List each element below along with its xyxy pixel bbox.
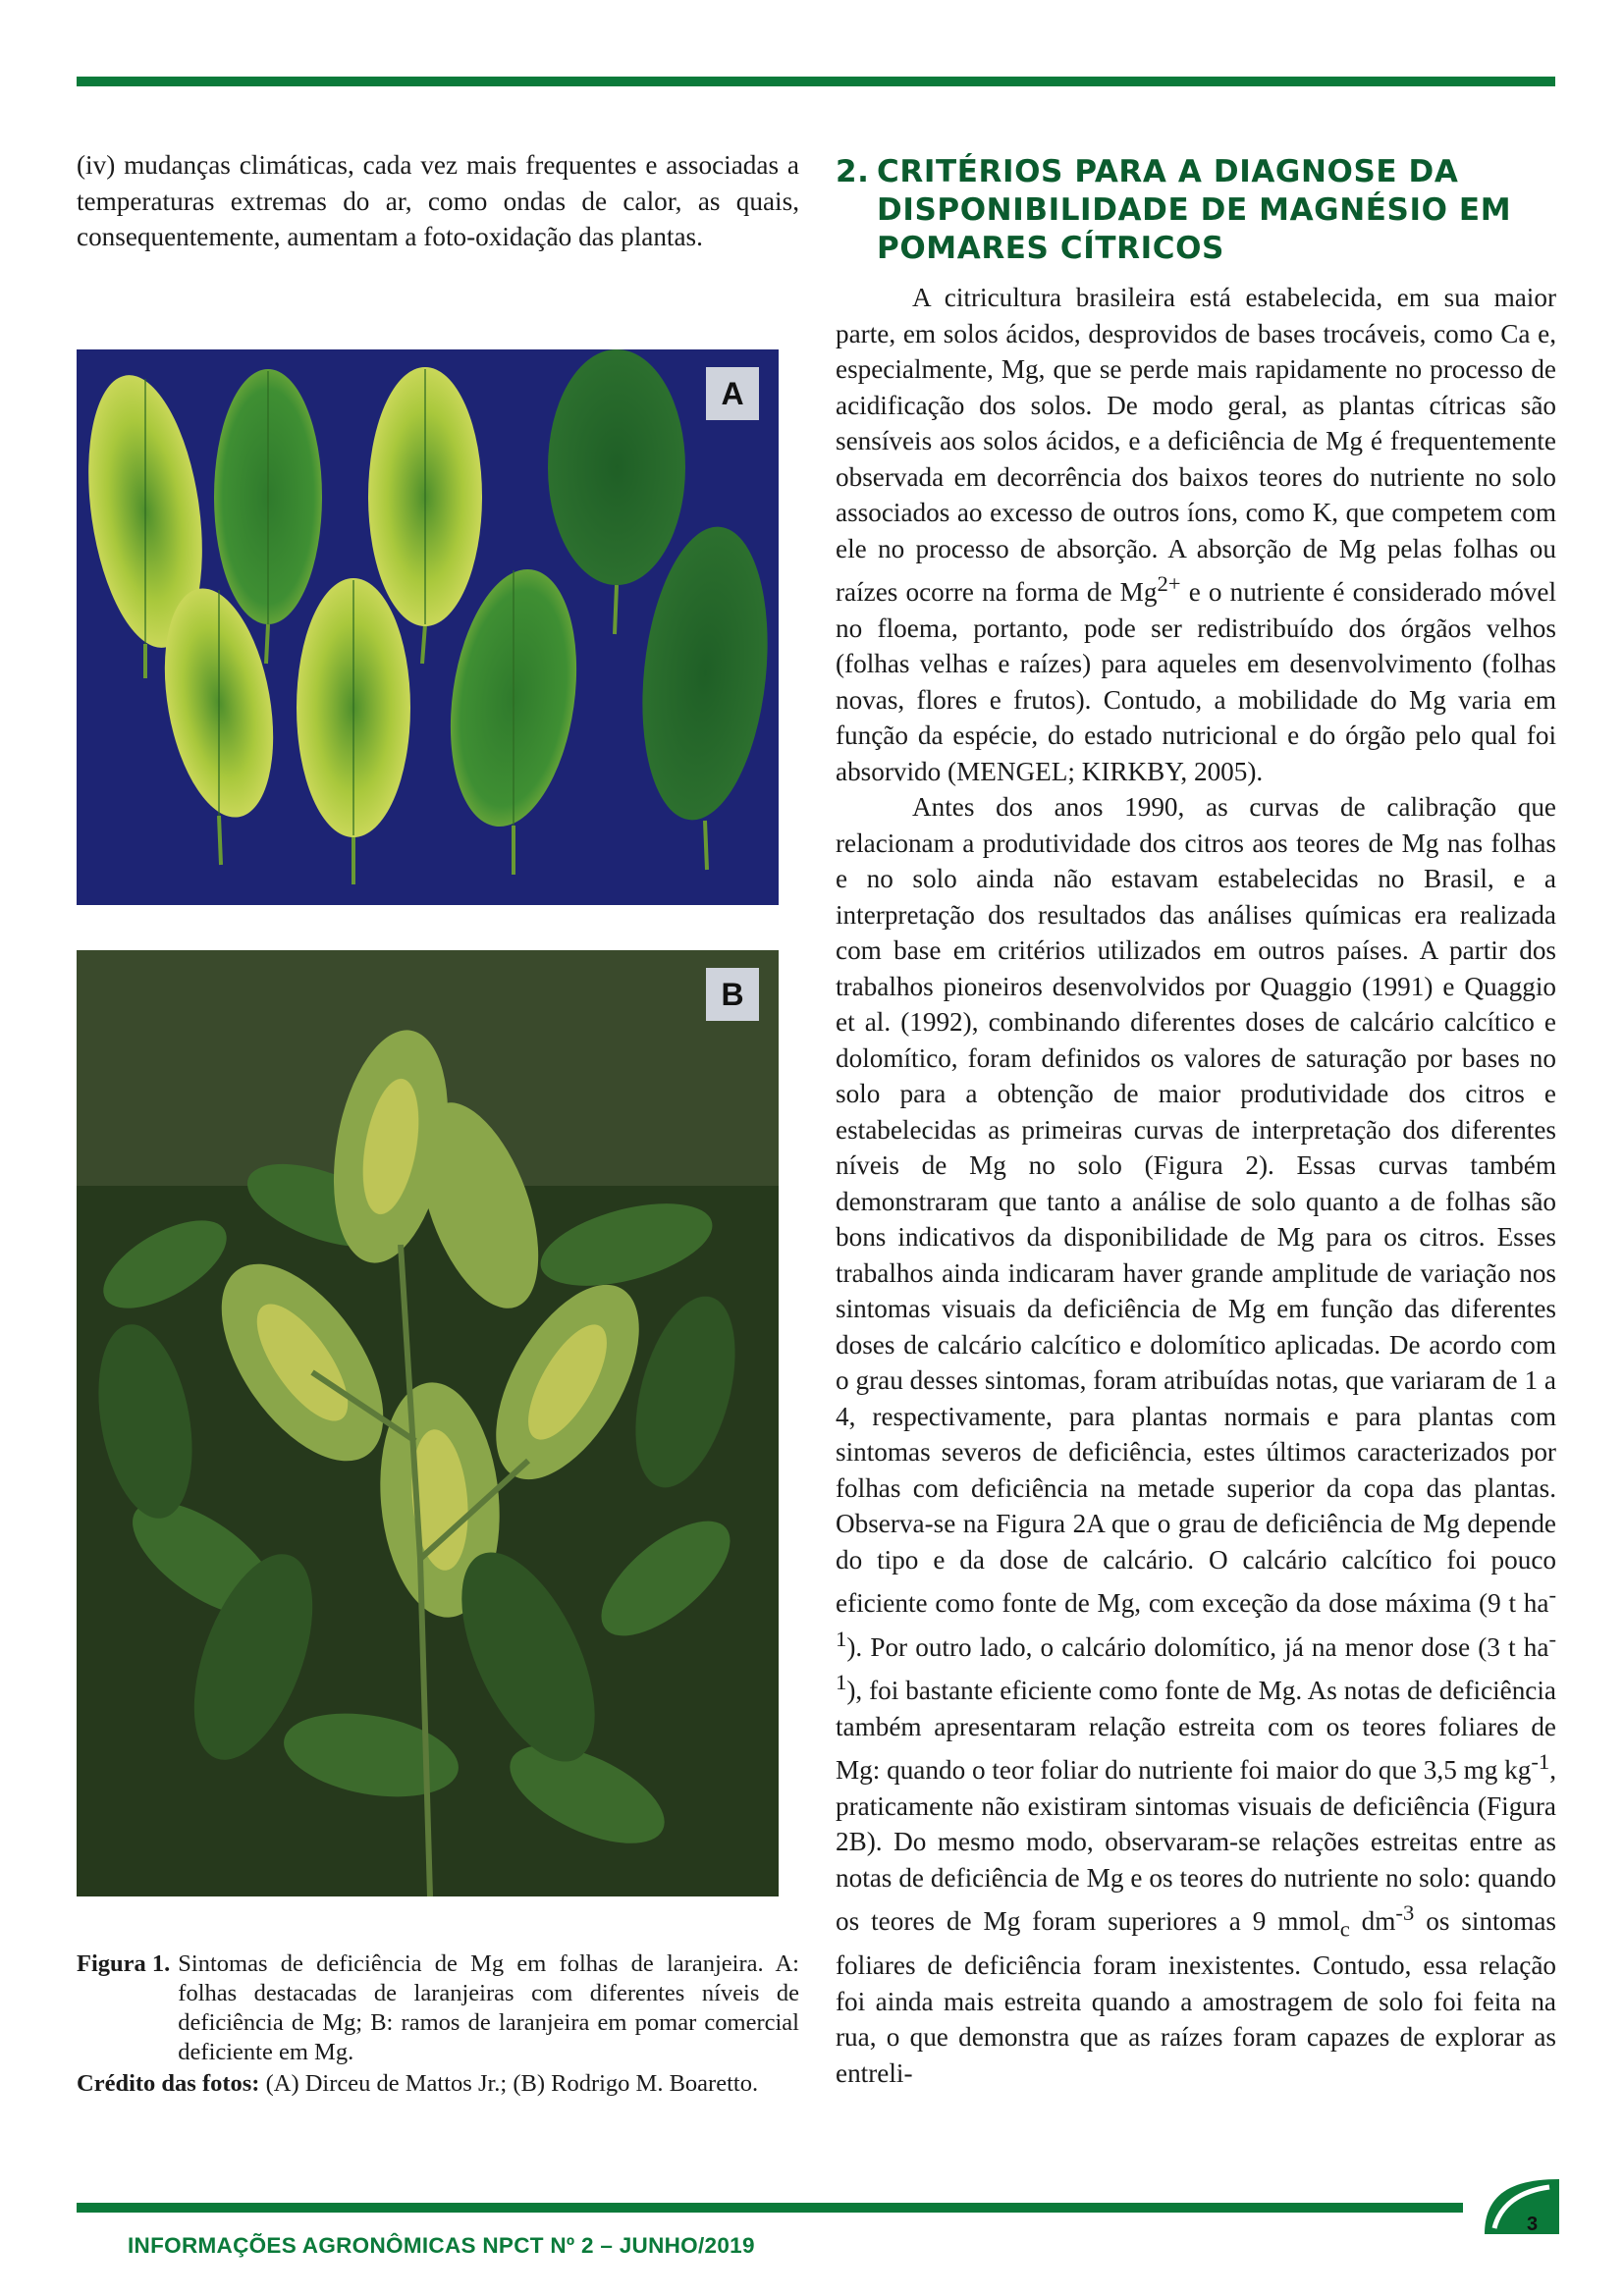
p2-subscript: c [1339,1916,1350,1942]
panel-b-label: B [706,968,759,1021]
journal-footer: INFORMAÇÕES AGRONÔMICAS NPCT Nº 2 – JUNHO/2019 [128,2233,755,2258]
section-heading [836,153,1556,268]
figure-photo-b [77,950,779,1896]
p2-superscript-4: -3 [1395,1900,1415,1926]
leaf-logo-icon [1481,2175,1561,2238]
figure-photo-a [77,349,779,905]
p2-text-f: os sintomas foliares de deficiência foram inexistentes. Contudo, essa relação foi ainda mais estreita quando a amostragem de solo foi feita na rua, o que demonstra que as raízes foram capazes de explorar as entreli- [836,1906,1556,2088]
p2-text-c: ), foi bastante eficiente como fonte de Mg. As notas de deficiência também apresentaram relação estreita com os teores foliares de Mg: quando o teor foliar do nutriente foi maior do que 3,5 mg kg [836,1676,1556,1786]
header-rule [77,77,1555,86]
p2-text-b: ). Por outro lado, o calcário dolomítico, já na menor dose (3 t ha [846,1631,1549,1662]
credit-label: Crédito das fotos: [77,2070,260,2097]
right-column [836,147,1556,2091]
section-title: CRITÉRIOS PARA A DIAGNOSE DA DISPONIBILIDADE DE MAGNÉSIO EM POMARES CÍTRICOS [877,154,1512,266]
page-number: 3 [1527,2214,1539,2235]
p2-superscript-3: -1 [1531,1749,1550,1775]
photo-credit [77,2069,799,2099]
p2-superscript-1: -1 [836,1582,1556,1651]
panel-a-label: A [706,367,759,420]
p2-superscript-2: -1 [836,1626,1556,1695]
p2-text-a: Antes dos anos 1990, as curvas de calibração que relacionam a produtividade dos citros aos teores de Mg nas folhas e no solo ainda não estavam estabelecidas no Brasil, e a interpretação dos resultados das análises químicas era realizada com base em critérios utilizados em outros países. A partir dos trabalhos pioneiros desenvolvidos por Quaggio (1991) e Quaggio et al. (1992), combinando diferentes doses de calcário calcítico e dolomítico, foram definidos os valores de saturação por bases no solo para a obtenção de maior produtividade dos citros e estabelecidas as primeiras curvas de interpretação dos diferentes níveis de Mg no solo (Figura 2). Essas curvas também demonstraram que tanto a análise de solo quanto a de folhas são bons indicativos da disponibilidade de Mg para os citros. Esses trabalhos ainda indicaram haver grande amplitude de variação nos sintomas visuais da deficiência de Mg em função das diferentes doses de calcário calcítico e dolomítico aplicadas. De acordo com o grau desses sintomas, foram atribuídas notas, que variaram de 1 a 4, respectivamente, para plantas normais e para plantas com sintomas severos de deficiência, estes últimos caracterizados por folhas com deficiência na metade superior da copa das plantas. Observa-se na Figura 2A que o grau de deficiência de Mg depende do tipo e da dose de calcário. O calcário calcítico foi pouco eficiente como fonte de Mg, com exceção da dose máxima (9 t ha [836,792,1556,1619]
p1-text-b: e o nutriente é considerado móvel no floema, portanto, pode ser redistribuído dos órgãos velhos (folhas velhas e raízes) para aqueles em desenvolvimento (folhas novas, flores e frutos). Contudo, a mobilidade do Mg varia em função da espécie, do estado nutricional e do órgão pelo qual foi absorvido (MENGEL; KIRKBY, 2005). [836,577,1557,786]
figure-caption [77,1949,799,2099]
caption-text: Sintomas de deficiência de Mg em folhas de laranjeira. A: folhas destacadas de laranjeiras com diferentes níveis de deficiência de Mg; B: ramos de laranjeira em pomar comercial deficiente em Mg. [178,1950,799,2065]
p2-text-d: , praticamente não existiram sintomas visuais de deficiência (Figura 2B). Do mesmo modo, observaram-se relações estreitas entre as notas de deficiência de Mg e os teores do nutriente no solo: quando os teores de Mg foram superiores a 9 mmol [836,1755,1556,1937]
section-number: 2. [836,154,870,189]
p1-superscript: 2+ [1157,571,1181,596]
p1-text-a: A citricultura brasileira está estabelecida, em sua maior parte, em solos ácidos, desprovidos de bases trocáveis, como Ca e, especialmente, Mg, que se perde mais rapidamente no processo de acidificação dos solos. De modo geral, as plantas cítricas são sensíveis aos solos ácidos, e a deficiência de Mg é frequentemente observada em decorrência dos baixos teores do nutriente no solo associados ao excesso de outros íons, como K, que competem com ele no processo de absorção. A absorção de Mg pelas folhas ou raízes ocorre na forma de Mg [836,283,1556,608]
detached-leaves-image [77,349,779,905]
intro-paragraph: (iv) mudanças climáticas, cada vez mais frequentes e associadas a temperaturas extremas do ar, como ondas de calor, as quais, consequentemente, aumentam a foto-oxidação das plantas. [77,150,799,251]
footer-rule [77,2203,1463,2213]
left-column [77,147,799,255]
caption-lead: Figura 1. [77,1950,171,1977]
orange-tree-branches-image [77,950,779,1896]
paragraph-2 [836,789,1556,2091]
credit-text: (A) Dirceu de Mattos Jr.; (B) Rodrigo M. Boaretto. [265,2070,759,2097]
p2-text-e: dm [1349,1906,1396,1937]
paragraph-1 [836,280,1556,789]
